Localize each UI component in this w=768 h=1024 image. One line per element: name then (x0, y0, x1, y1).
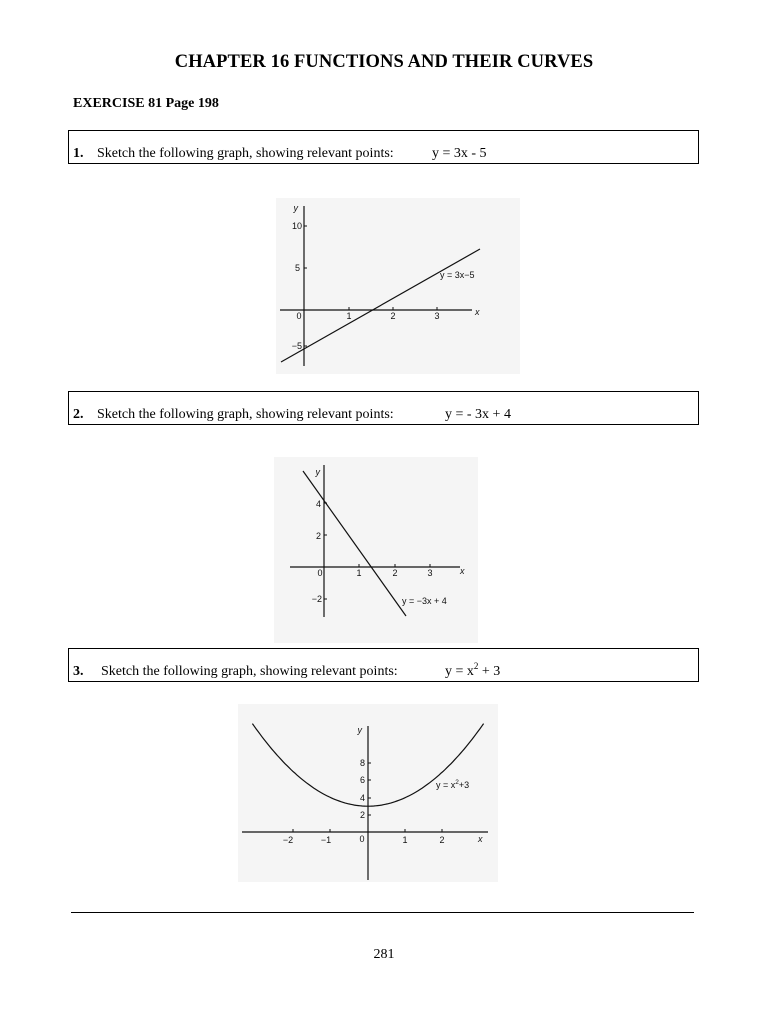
question-3-equation-exponent: 2 (473, 661, 479, 671)
graph-3-curve-label-exponent: 2 (455, 779, 459, 786)
graph-1-y-tick-label: −5 (291, 341, 302, 351)
graph-3-x-tick-label: −2 (282, 835, 294, 845)
graph-1-x-tick-label: 0 (296, 311, 302, 321)
graph-2-x-tick-label: 3 (427, 568, 433, 578)
graph-1-y-label: y (293, 203, 298, 213)
graph-2-x-tick-label: 0 (317, 568, 323, 578)
graph-2-x-tick-label: 2 (392, 568, 398, 578)
graph-3-x-tick-label: 1 (402, 835, 408, 845)
graph-3-y-tick-label: 6 (359, 775, 365, 785)
graph-2-svg (274, 457, 478, 643)
graph-3-y-tick-label: 2 (359, 810, 365, 820)
graph-2-x-tick-label: 1 (356, 568, 362, 578)
graph-3 (238, 704, 498, 882)
graph-2-y-tick-label: 2 (315, 531, 321, 541)
graph-1-svg (276, 198, 520, 374)
graph-1-x-tick-label: 3 (434, 311, 440, 321)
graph-2-y-tick-label: 4 (315, 499, 321, 509)
graph-2-y-tick-label: −2 (311, 594, 322, 604)
footer-divider (71, 912, 694, 913)
question-1-number: 1. (73, 146, 84, 161)
graph-1-y-tick-label: 10 (291, 221, 302, 231)
graph-3-y-tick-label: 8 (359, 758, 365, 768)
graph-2 (274, 457, 478, 643)
graph-3-curve-label (436, 779, 469, 790)
graph-2-y-label: y (315, 467, 320, 477)
graph-1-x-label: x (475, 307, 480, 317)
graph-3-svg (238, 704, 498, 882)
graph-1-curve-label: y = 3x−5 (440, 270, 475, 280)
question-3-equation-base: y = x (445, 664, 474, 679)
question-3-text: Sketch the following graph, showing relevant points: (101, 664, 398, 679)
chapter-title: CHAPTER 16 FUNCTIONS AND THEIR CURVES (174, 52, 594, 72)
graph-3-x-label: x (478, 834, 483, 844)
graph-3-x-tick-label: −1 (320, 835, 332, 845)
question-3-equation-tail: + 3 (478, 664, 501, 679)
graph-3-y-label: y (357, 725, 362, 735)
question-2-number: 2. (73, 407, 84, 422)
question-3-box (68, 648, 699, 682)
graph-1-y-tick-label: 5 (294, 263, 300, 273)
graph-2-x-label: x (460, 566, 465, 576)
graph-2-curve-label: y = −3x + 4 (402, 596, 447, 606)
question-3-number: 3. (73, 664, 84, 679)
exercise-heading: EXERCISE 81 Page 198 (73, 96, 219, 111)
graph-3-x-tick-label: 0 (359, 834, 365, 844)
page-number: 281 (373, 947, 395, 962)
question-2-text: Sketch the following graph, showing relevant points: (97, 407, 394, 422)
graph-3-curve-label-base: y = x (436, 780, 456, 790)
question-2-equation: y = - 3x + 4 (445, 407, 511, 422)
graph-1 (276, 198, 520, 374)
graph-1-x-tick-label: 1 (346, 311, 352, 321)
graph-1-x-tick-label: 2 (390, 311, 396, 321)
question-2-box (68, 391, 699, 425)
question-1-text: Sketch the following graph, showing relevant points: (97, 146, 394, 161)
question-3-equation (445, 661, 501, 680)
graph-1-curve (281, 249, 480, 362)
question-1-equation: y = 3x - 5 (432, 146, 487, 161)
graph-3-x-tick-label: 2 (439, 835, 445, 845)
graph-3-curve-label-tail: +3 (458, 780, 470, 790)
question-1-box (68, 130, 699, 164)
graph-3-y-tick-label: 4 (359, 793, 365, 803)
